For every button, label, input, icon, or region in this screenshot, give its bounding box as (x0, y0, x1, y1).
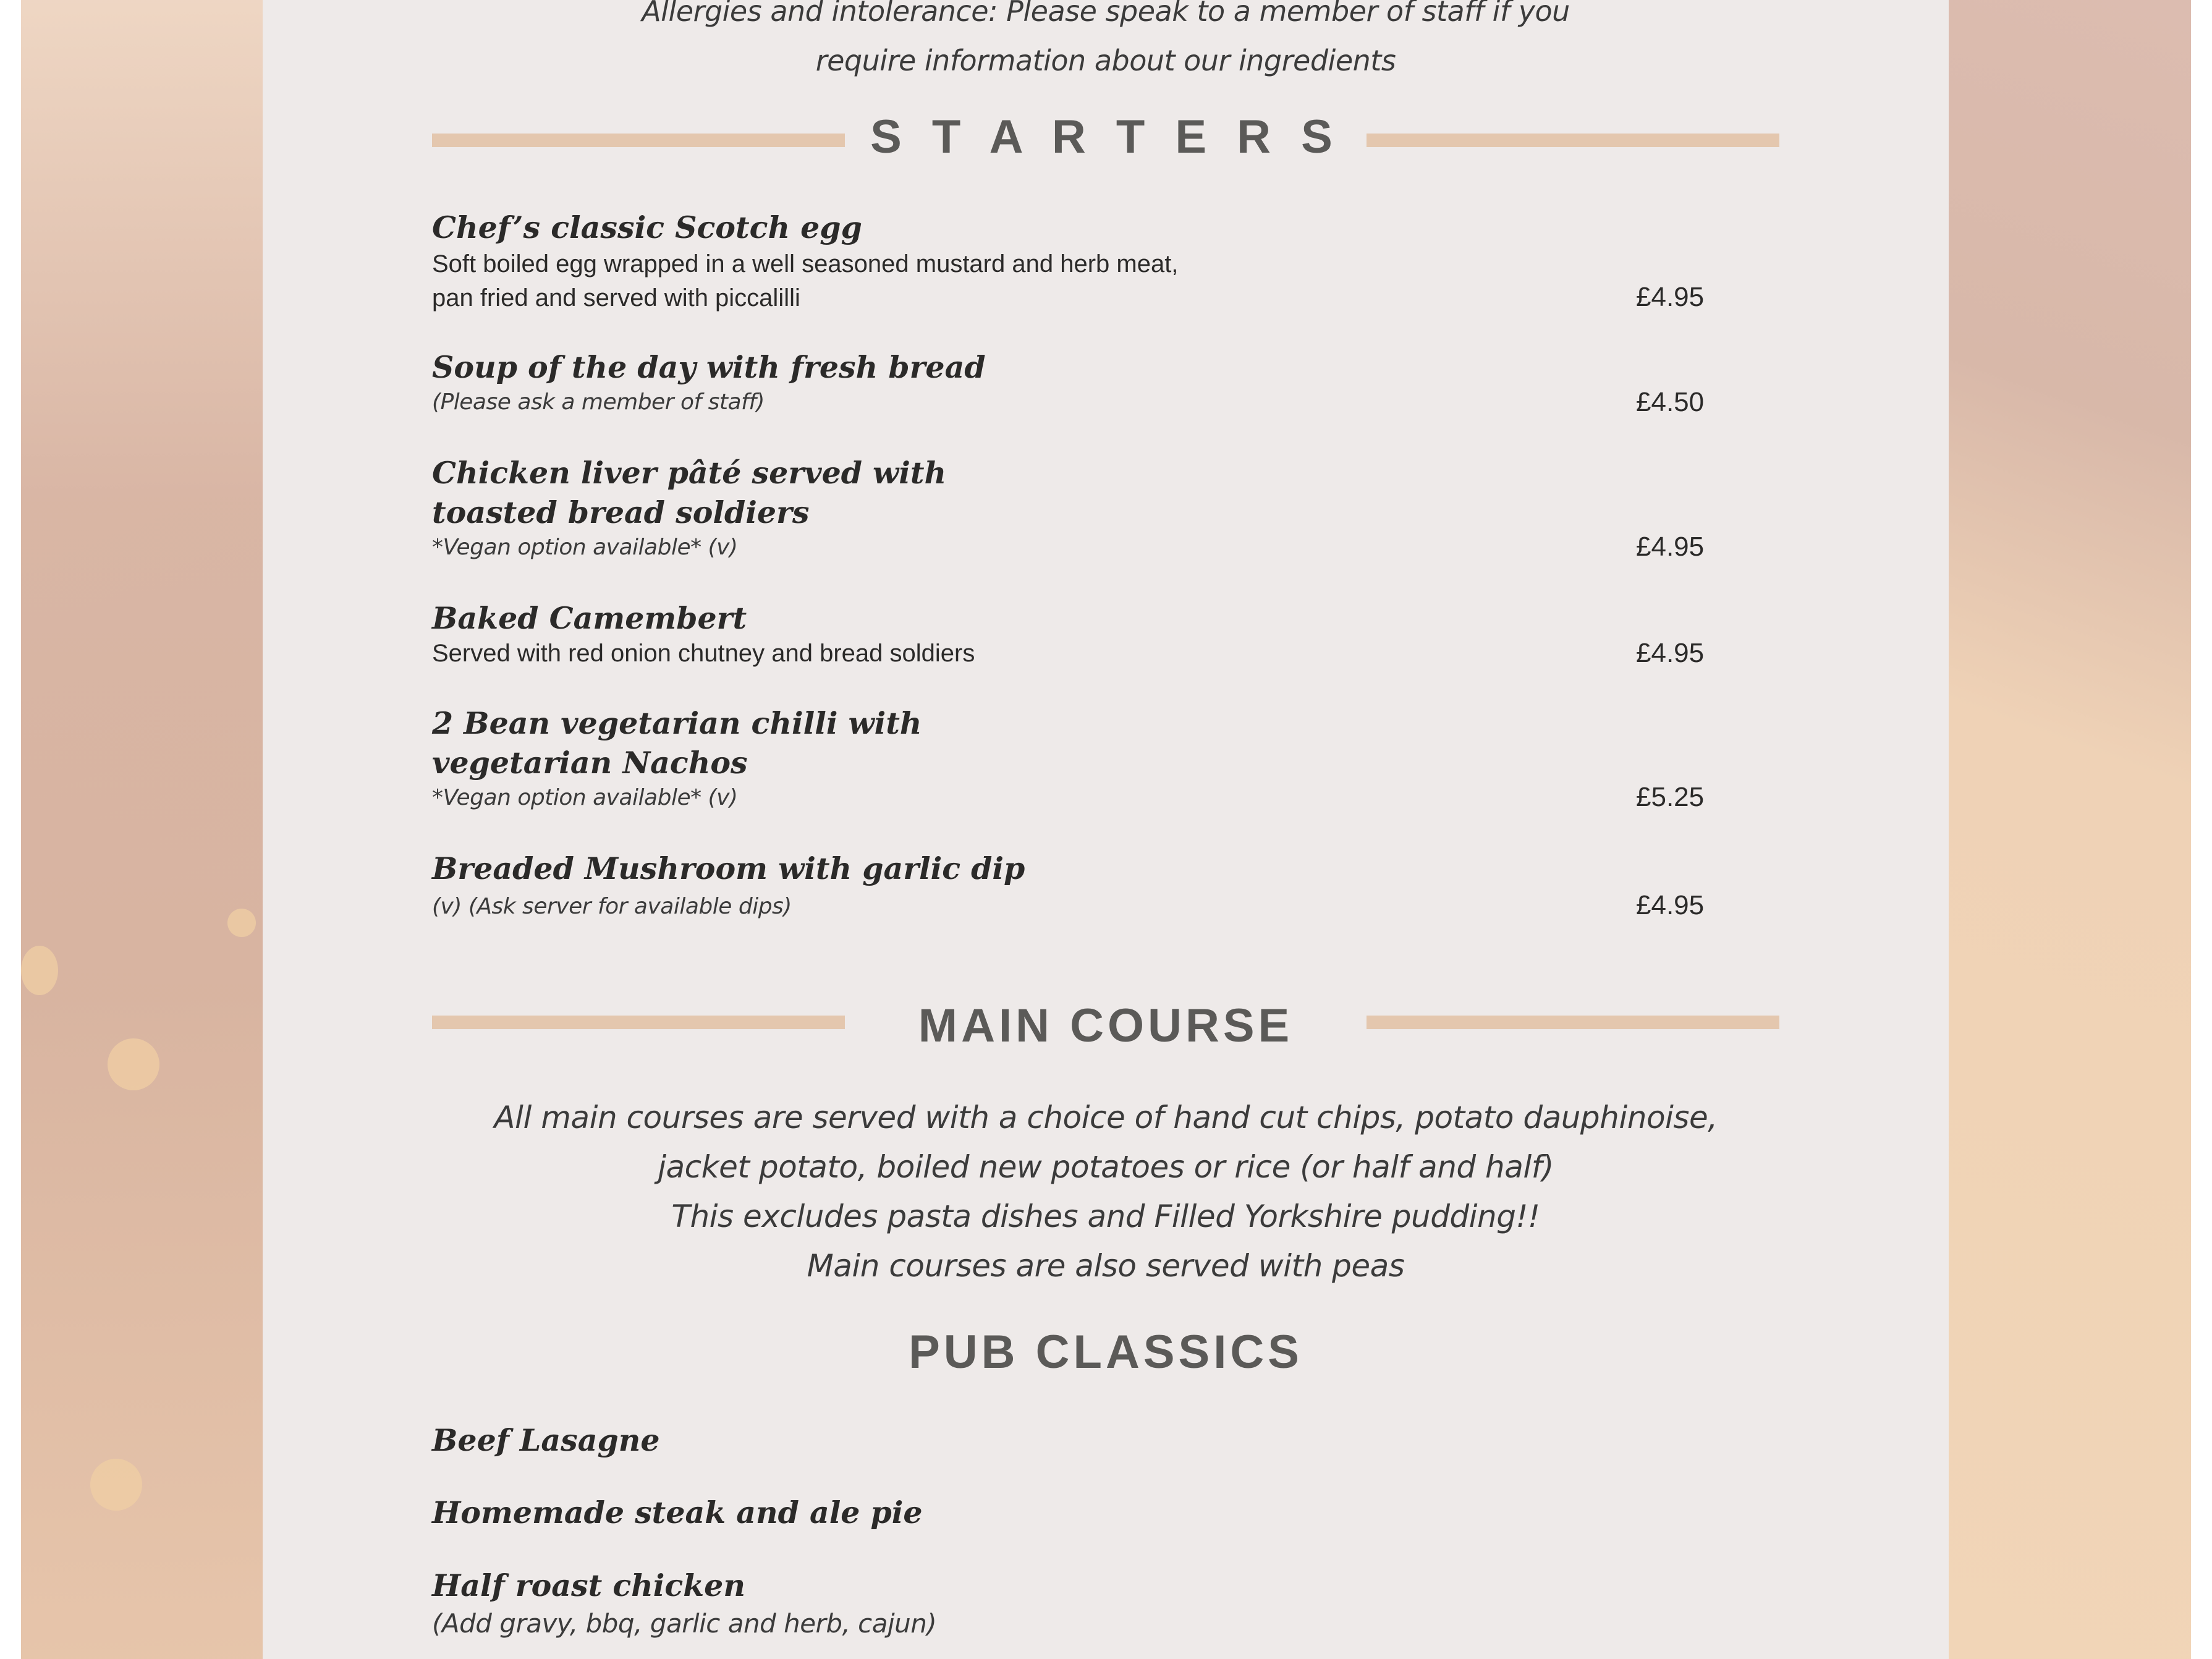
dish-name: Breaded Mushroom with garlic dip (432, 851, 1025, 886)
pub-classics-heading: PUB CLASSICS (909, 1326, 1303, 1378)
main-course-heading: MAIN COURSE (918, 999, 1294, 1052)
dish-price: £4.50 (1636, 387, 1705, 417)
main-course-intro-line: All main courses are served with a choice of hand cut chips, potato dauphinoise, (494, 1100, 1718, 1135)
decorative-dot (21, 946, 58, 995)
main-course-intro-line: This excludes pasta dishes and Filled Yorkshire pudding!! (671, 1199, 1540, 1234)
dish-name: toasted bread soldiers (432, 494, 810, 530)
dish-name: 2 Bean vegetarian chilli with (432, 705, 922, 741)
dish-name: vegetarian Nachos (432, 745, 748, 781)
dish-name: Homemade steak and ale pie (432, 1495, 923, 1530)
background-texture-right (1925, 0, 2191, 1659)
dish-price: £4.95 (1636, 638, 1705, 668)
dish-price: £4.95 (1636, 532, 1705, 562)
decorative-dot (90, 1459, 142, 1511)
decorative-dot (108, 1038, 159, 1090)
dish-note: (v) (Ask server for available dips) (432, 894, 792, 919)
main-course-intro (263, 1093, 1949, 1291)
dish-note: (Add gravy, bbq, garlic and herb, cajun) (432, 1608, 937, 1639)
dish-name: Half roast chicken (432, 1568, 745, 1603)
allergy-notice-line: require information about our ingredients (815, 44, 1396, 77)
menu-panel (263, 0, 1949, 1659)
dish-note: *Vegan option available* (v) (432, 535, 738, 560)
dish-name: Baked Camembert (432, 600, 747, 636)
dish-description: Soft boiled egg wrapped in a well seasoned mustard and herb meat, (432, 250, 1179, 278)
dish-price: £5.25 (1636, 782, 1705, 812)
allergy-notice (263, 0, 1949, 85)
starters-heading: S T A R T E R S (870, 111, 1341, 163)
main-course-intro-line: jacket potato, boiled new potatoes or rice (or half and half) (658, 1149, 1554, 1185)
dish-price: £4.95 (1636, 282, 1705, 312)
dish-description: Served with red onion chutney and bread soldiers (432, 640, 975, 667)
dish-name: Soup of the day with fresh bread (432, 349, 986, 385)
dish-note: *Vegan option available* (v) (432, 785, 738, 810)
background-texture-left (21, 0, 268, 1659)
dish-price: £4.95 (1636, 890, 1705, 920)
decorative-dot (227, 909, 256, 937)
dish-note: (Please ask a member of staff) (432, 389, 765, 415)
dish-name: Chef’s classic Scotch egg (432, 210, 862, 245)
allergy-notice-line: Allergies and intolerance: Please speak to a member of staff if you (642, 0, 1570, 28)
main-course-intro-line: Main courses are also served with peas (807, 1248, 1405, 1284)
dish-name: Beef Lasagne (432, 1422, 660, 1458)
dish-name: Chicken liver pâté served with (432, 455, 947, 491)
dish-description: pan fried and served with piccalilli (432, 284, 800, 312)
